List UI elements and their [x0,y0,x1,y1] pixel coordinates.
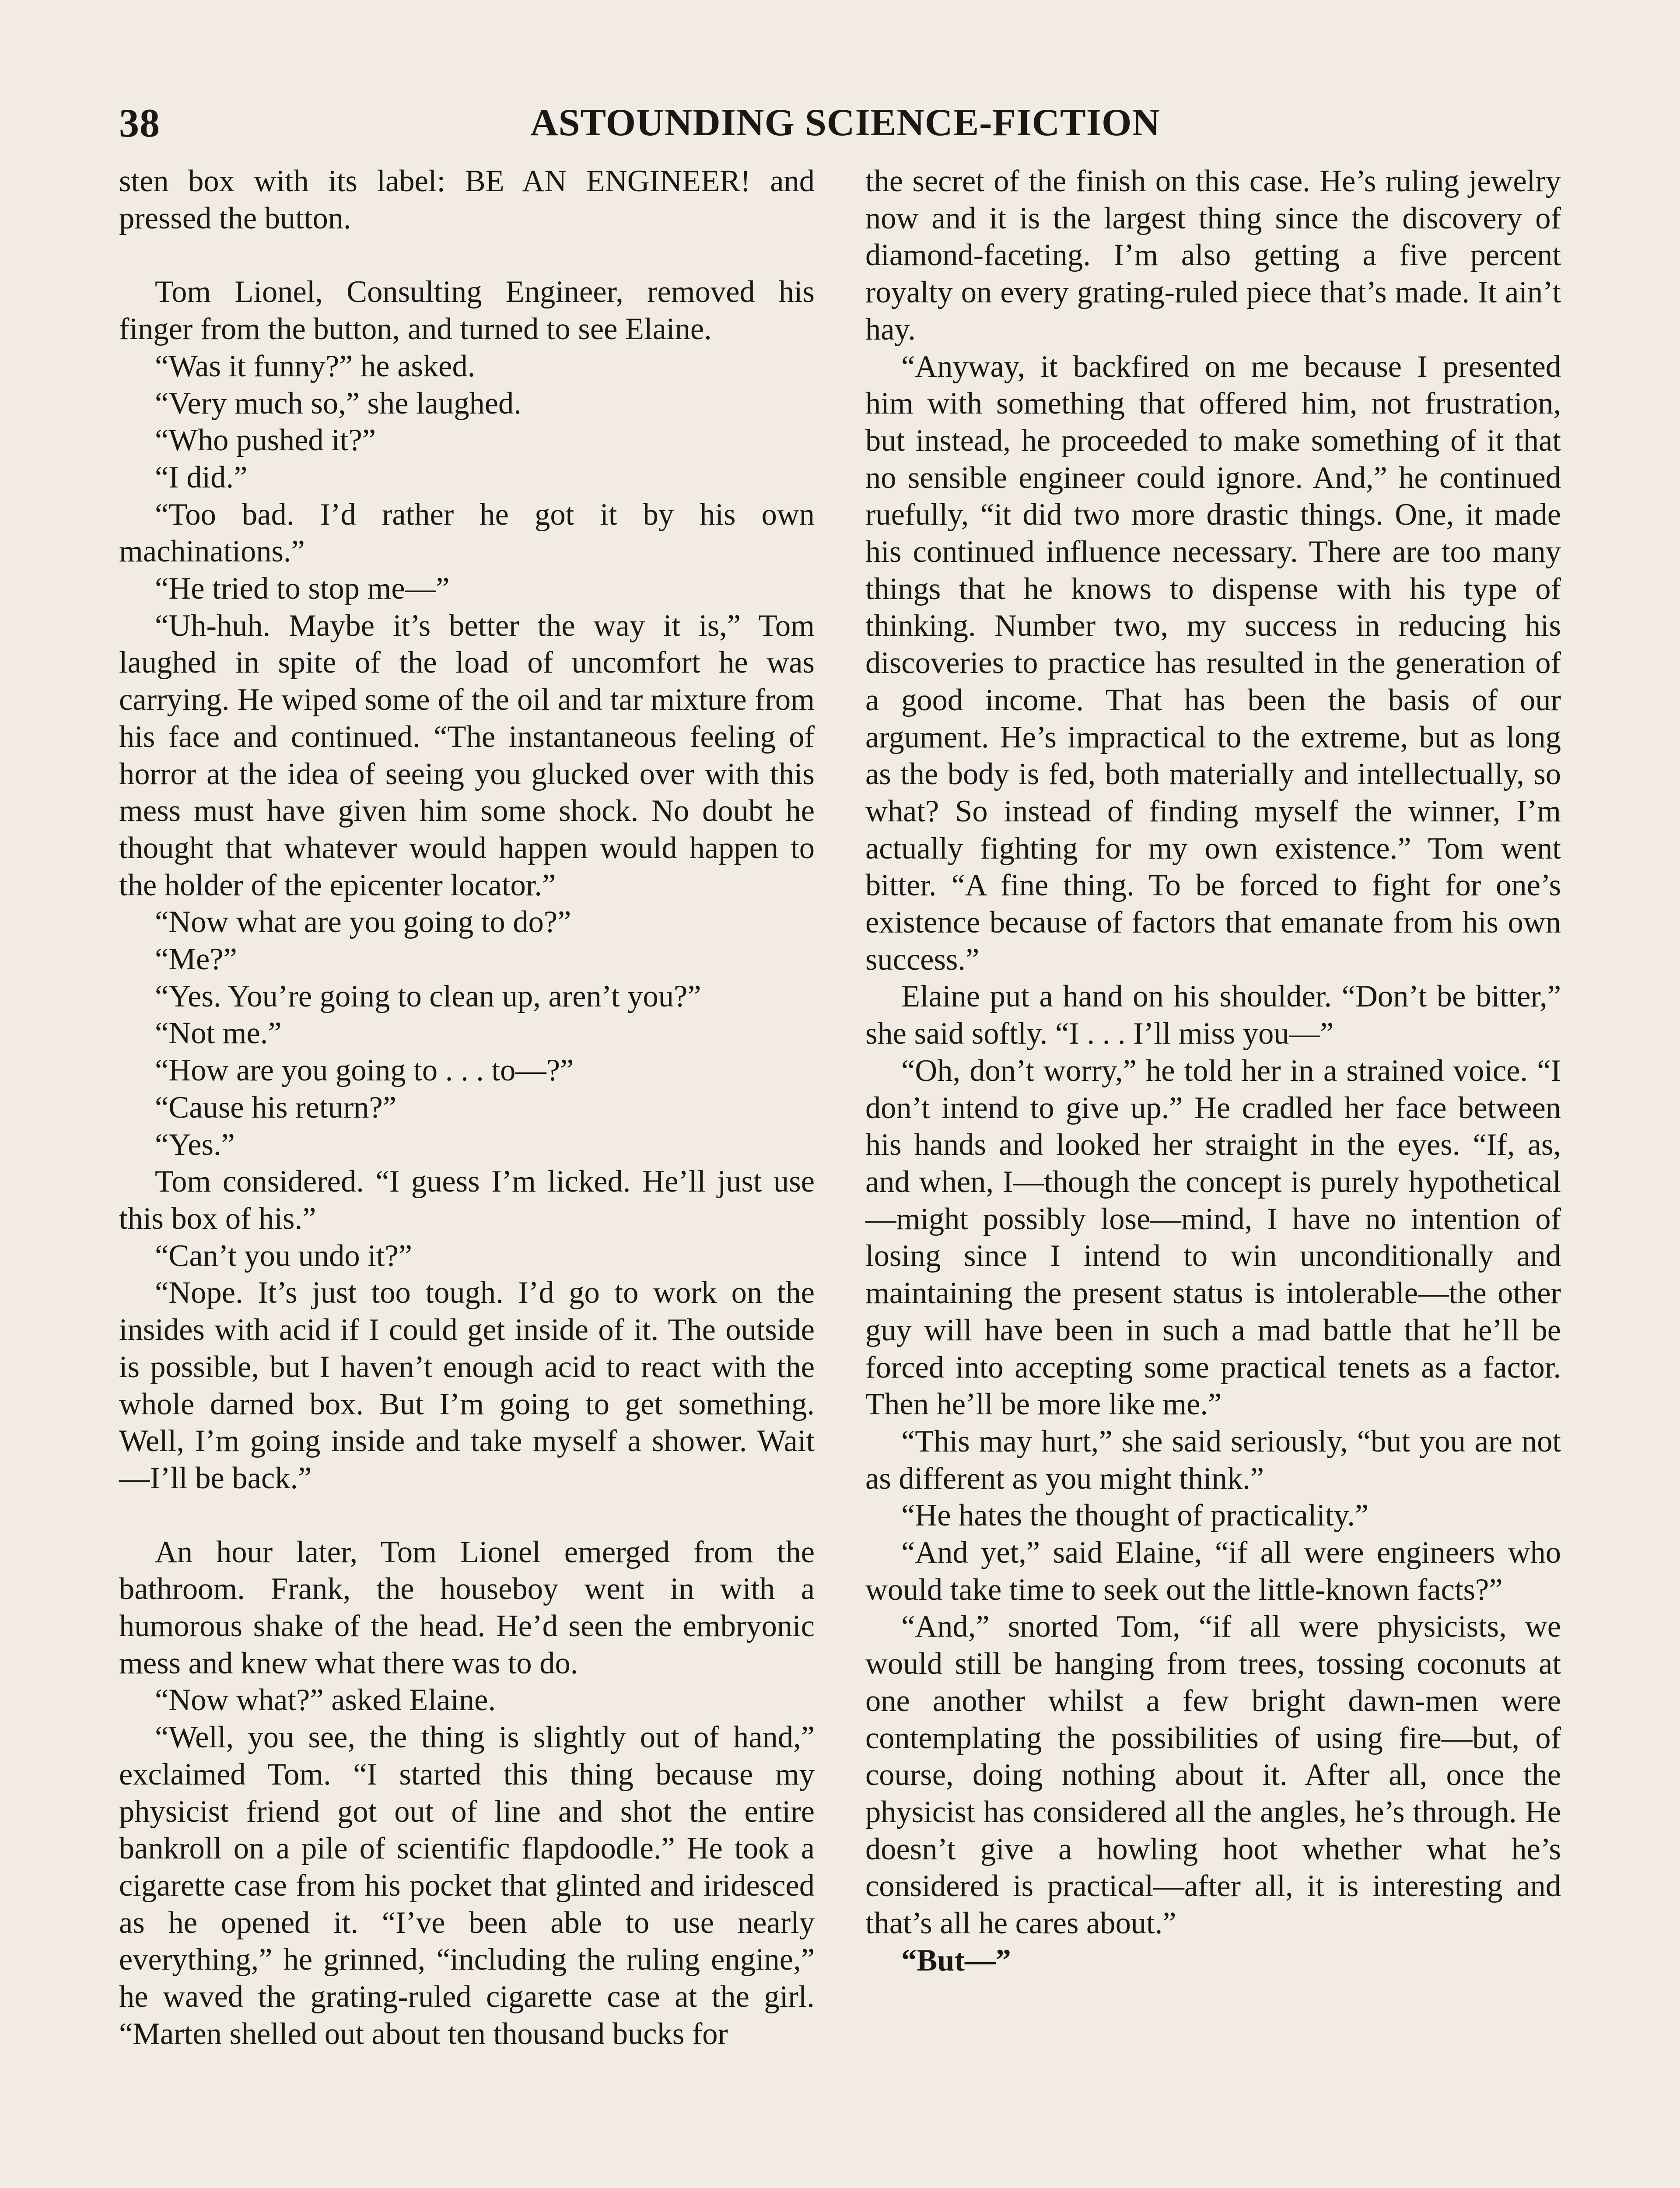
paragraph: Elaine put a hand on his shoulder. “Don’t be bitter,” she said softly. “I . . . I’ll miss you—” [865,979,1561,1051]
paragraph: “Was it funny?” he asked. [155,349,476,383]
paragraph: “Not me.” [155,1016,282,1051]
paragraph: “He hates the thought of practicality.” [901,1498,1369,1533]
paragraph: “Me?” [155,942,237,977]
paragraph: “How are you going to . . . to—?” [155,1053,574,1088]
page-number: 38 [119,101,160,145]
paragraph: “Yes. You’re going to clean up, aren’t you?” [155,979,701,1013]
paragraph: “And,” snorted Tom, “if all were physicists, we would still be hanging from trees, tossing coconuts at one another whilst a few bright dawn-men were contemplating the possibilities of using fire—but, of course, doing nothing about it. After all, once the physicist has considered all the angles, he’s through. He doesn’t give a howling hoot whether what he’s considered is practical—after all, it is interesting and that’s all he cares about.” [865,1609,1561,1941]
paragraph: “Nope. It’s just too tough. I’d go to work on the insides with acid if I could get inside of it. The outside is possible, but I haven’t enough acid to react with the whole darned box. But I’m going to get something. Well, I’m going inside and take myself a shower. Wait—I’ll be back.” [119,1276,815,1495]
paragraph: “Oh, don’t worry,” he told her in a strained voice. “I don’t intend to give up.” He cradled her face between his hands and looked her straight in the eyes. “If, as, and when, I—though the concept is purely hypothetical—might possibly lose—mind, I have no intention of losing since I intend to win unconditionally and maintaining the present status is intolerable—the other guy will have been in such a mad battle that he’ll be forced into accepting some practical tenets as a factor. Then he’ll be more like me.” [865,1053,1561,1422]
paragraph: “I did.” [155,460,248,494]
paragraph: “Now what?” asked Elaine. [155,1683,496,1718]
running-title: ASTOUNDING SCIENCE-FICTION [530,102,1160,144]
paragraph: sten box with its label: BE AN ENGINEER! and pressed the button. [119,164,815,235]
paragraph: “Too bad. I’d rather he got it by his own machinations.” [119,497,815,569]
right-column [865,163,1561,1979]
paragraph: Tom considered. “I guess I’m licked. He’ll just use this box of his.” [119,1164,815,1236]
paragraph: “Cause his return?” [155,1090,397,1125]
paragraph: An hour later, Tom Lionel emerged from the bathroom. Frank, the houseboy went in with a humorous shake of the head. He’d seen the embryonic mess and knew what there was to do. [119,1535,815,1680]
paragraph: Tom Lionel, Consulting Engineer, removed his finger from the button, and turned to see Elaine. [119,275,815,347]
paragraph: “Who pushed it?” [155,423,376,458]
paragraph: “Anyway, it backfired on me because I presented him with something that offered him, not frustration, but instead, he proceeded to make something of it that no sensible engineer could ignore. And,” he continued ruefully, “it did two more drastic things. One, it made his continued influence necessary. There are too many things that he knows to dispense with his type of thinking. Number two, my success in reducing his discoveries to practice has resulted in the generation of a good income. That has been the basis of our argument. He’s impractical to the extreme, but as long as the body is fed, both materially and intellectually, so what? So instead of finding myself the winner, I’m actually fighting for my own existence.” Tom went bitter. “A fine thing. To be forced to fight for one’s existence because of factors that emanate from his own success.” [865,349,1561,977]
page-header [119,95,1572,151]
paragraph: “He tried to stop me—” [155,572,450,606]
paragraph: “Well, you see, the thing is slightly out of hand,” exclaimed Tom. “I started this thing because my physicist friend got out of line and shot the entire bankroll on a pile of scientific flapdoodle.” He took a cigarette case from his pocket that glinted and iridesced as he opened it. “I’ve been able to use nearly everything,” he grinned, “including the ruling engine,” he waved the grating-ruled cigarette case at the girl. “Marten shelled out about ten thousand bucks for [119,1720,815,2051]
paragraph: “This may hurt,” she said seriously, “but you are not as different as you might think.” [865,1424,1561,1496]
paragraph: “Uh-huh. Maybe it’s better the way it is,” Tom laughed in spite of the load of uncomfort he was carrying. He wiped some of the oil and tar mixture from his face and continued. “The instantaneous feeling of horror at the idea of seeing you glucked over with this mess must have given him some shock. No doubt he thought that whatever would happen would happen to the holder of the epicenter locator.” [119,608,815,902]
paragraph: “Yes.” [155,1127,235,1162]
paragraph: “Very much so,” she laughed. [155,386,522,421]
paragraph: “And yet,” said Elaine, “if all were engineers who would take time to seek out the little-known facts?” [865,1536,1561,1607]
paragraph: “But—” [901,1943,1011,1978]
paragraph: “Now what are you going to do?” [155,905,571,940]
left-column [119,163,815,2052]
paragraph: “Can’t you undo it?” [155,1238,413,1273]
paragraph: the secret of the finish on this case. He’s ruling jewelry now and it is the largest thing since the discovery of diamond-faceting. I’m also getting a five percent royalty on every grating-ruled piece that’s made. It ain’t hay. [865,164,1561,347]
